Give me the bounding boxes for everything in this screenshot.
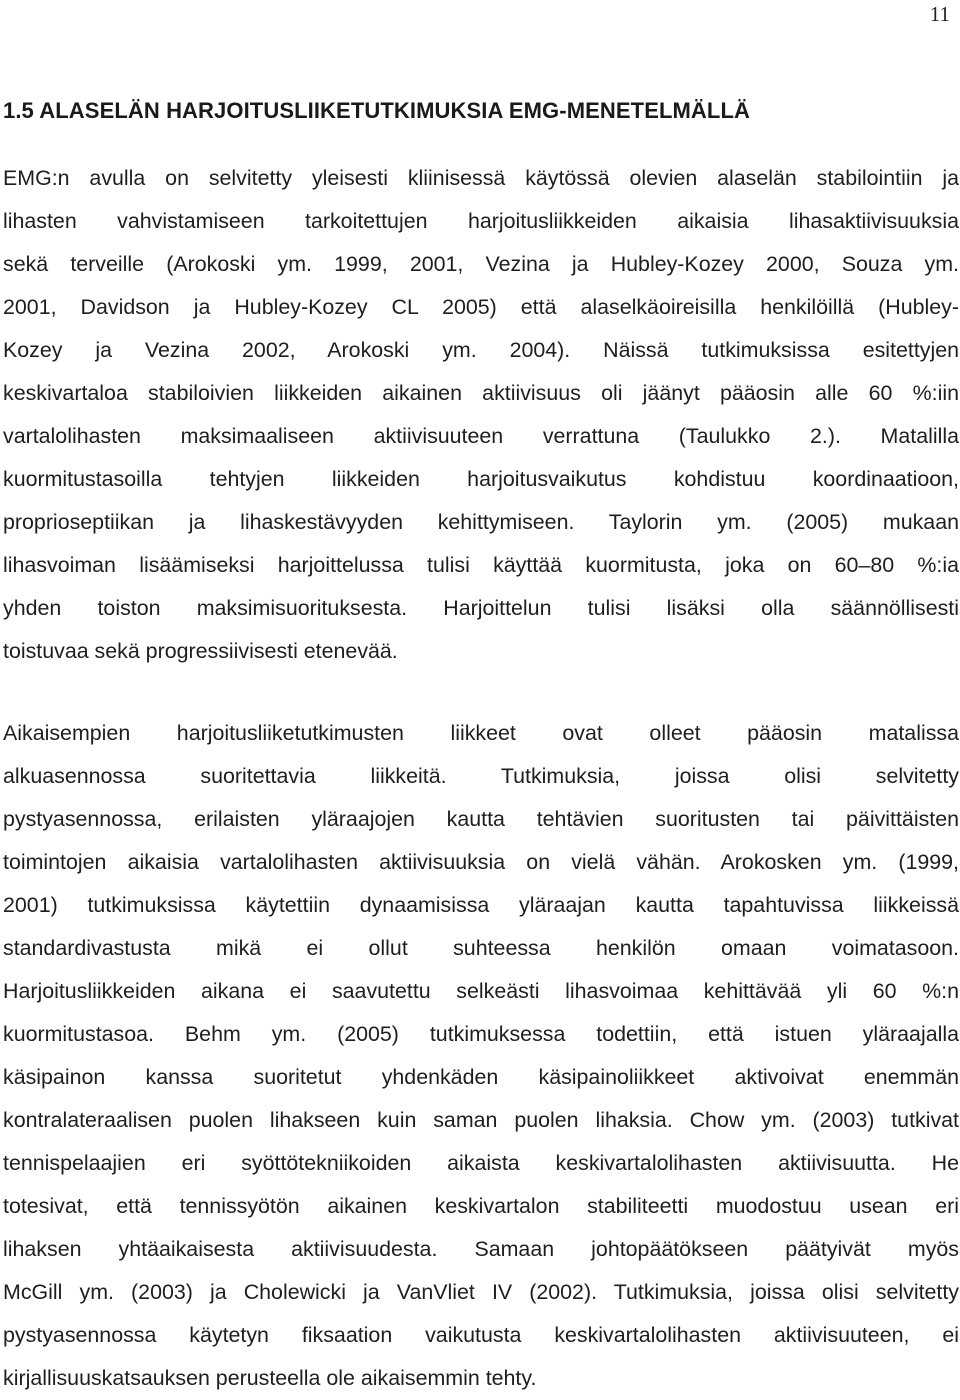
text-line: toimintojen aikaisia vartalolihasten aktiivisuuksia on vielä vähän. Arokosken ym. (1999, <box>3 850 959 874</box>
page-number: 11 <box>929 2 950 26</box>
text-line: lihasten vahvistamiseen tarkoitettujen harjoitusliikkeiden aikaisia lihasaktiivisuuksia <box>3 209 959 233</box>
text-line: Aikaisempien harjoitusliiketutkimusten liikkeet ovat olleet pääosin matalissa <box>3 721 959 745</box>
text-line: proprioseptiikan ja lihaskestävyyden kehittymiseen. Taylorin ym. (2005) mukaan <box>3 510 959 534</box>
text-line: pystyasennossa käytetyn fiksaation vaikutusta keskivartalolihasten aktiivisuuteen, ei <box>3 1323 959 1347</box>
text-line: alkuasennossa suoritettavia liikkeitä. Tutkimuksia, joissa olisi selvitetty <box>3 764 959 788</box>
paragraph-lines <box>3 157 959 673</box>
text-line: keskivartaloa stabiloivien liikkeiden aikainen aktiivisuus oli jäänyt pääosin alle 60 %:iin <box>3 381 959 405</box>
text-line: käsipainon kanssa suoritetut yhdenkäden käsipainoliikkeet aktivoivat enemmän <box>3 1065 959 1089</box>
paragraph-2 <box>3 712 959 1400</box>
text-line: toistuvaa sekä progressiivisesti etenevää. <box>3 639 398 663</box>
text-line: kuormitustasoa. Behm ym. (2005) tutkimuksessa todettiin, että istuen yläraajalla <box>3 1022 959 1046</box>
section-heading: 1.5 ALASELÄN HARJOITUSLIIKETUTKIMUKSIA EMG-MENETELMÄLLÄ <box>3 98 750 123</box>
text-line: lihaksen yhtäaikaisesta aktiivisuudesta. Samaan johtopäätökseen päätyivät myös <box>3 1237 959 1261</box>
text-line: Harjoitusliikkeiden aikana ei saavutettu selkeästi lihasvoimaa kehittävää yli 60 %:n <box>3 979 959 1003</box>
text-line: lihasvoiman lisäämiseksi harjoittelussa tulisi käyttää kuormitusta, joka on 60–80 %:ia <box>3 553 959 577</box>
text-line: totesivat, että tennissyötön aikainen keskivartalon stabiliteetti muodostuu usean eri <box>3 1194 959 1218</box>
text-line: standardivastusta mikä ei ollut suhteessa henkilön omaan voimatasoon. <box>3 936 959 960</box>
text-line: kontralateraalisen puolen lihakseen kuin saman puolen lihaksia. Chow ym. (2003) tutkivat <box>3 1108 959 1132</box>
text-line: 2001, Davidson ja Hubley-Kozey CL 2005) että alaselkäoireisilla henkilöillä (Hubley- <box>3 295 959 319</box>
text-line: tennispelaajien eri syöttötekniikoiden aikaista keskivartalolihasten aktiivisuutta. He <box>3 1151 959 1175</box>
paragraph-lines <box>3 712 959 1400</box>
text-line: EMG:n avulla on selvitetty yleisesti kliinisessä käytössä olevien alaselän stabilointiin ja <box>3 166 959 190</box>
text-line: McGill ym. (2003) ja Cholewicki ja VanVliet IV (2002). Tutkimuksia, joissa olisi selvitetty <box>3 1280 959 1304</box>
text-line: sekä terveille (Arokoski ym. 1999, 2001, Vezina ja Hubley-Kozey 2000, Souza ym. <box>3 252 959 276</box>
text-line: kirjallisuuskatsauksen perusteella ole aikaisemmin tehty. <box>3 1366 537 1390</box>
text-line: kuormitustasoilla tehtyjen liikkeiden harjoitusvaikutus kohdistuu koordinaatioon, <box>3 467 959 491</box>
text-line: Kozey ja Vezina 2002, Arokoski ym. 2004). Näissä tutkimuksissa esitettyjen <box>3 338 959 362</box>
text-line: vartalolihasten maksimaaliseen aktiivisuuteen verrattuna (Taulukko 2.). Matalilla <box>3 424 959 448</box>
text-line: pystyasennossa, erilaisten yläraajojen kautta tehtävien suoritusten tai päivittäisten <box>3 807 959 831</box>
paragraph-1 <box>3 157 959 673</box>
text-line: 2001) tutkimuksissa käytettiin dynaamisissa yläraajan kautta tapahtuvissa liikkeissä <box>3 893 959 917</box>
text-line: yhden toiston maksimisuorituksesta. Harjoittelun tulisi lisäksi olla säännöllisesti <box>3 596 959 620</box>
